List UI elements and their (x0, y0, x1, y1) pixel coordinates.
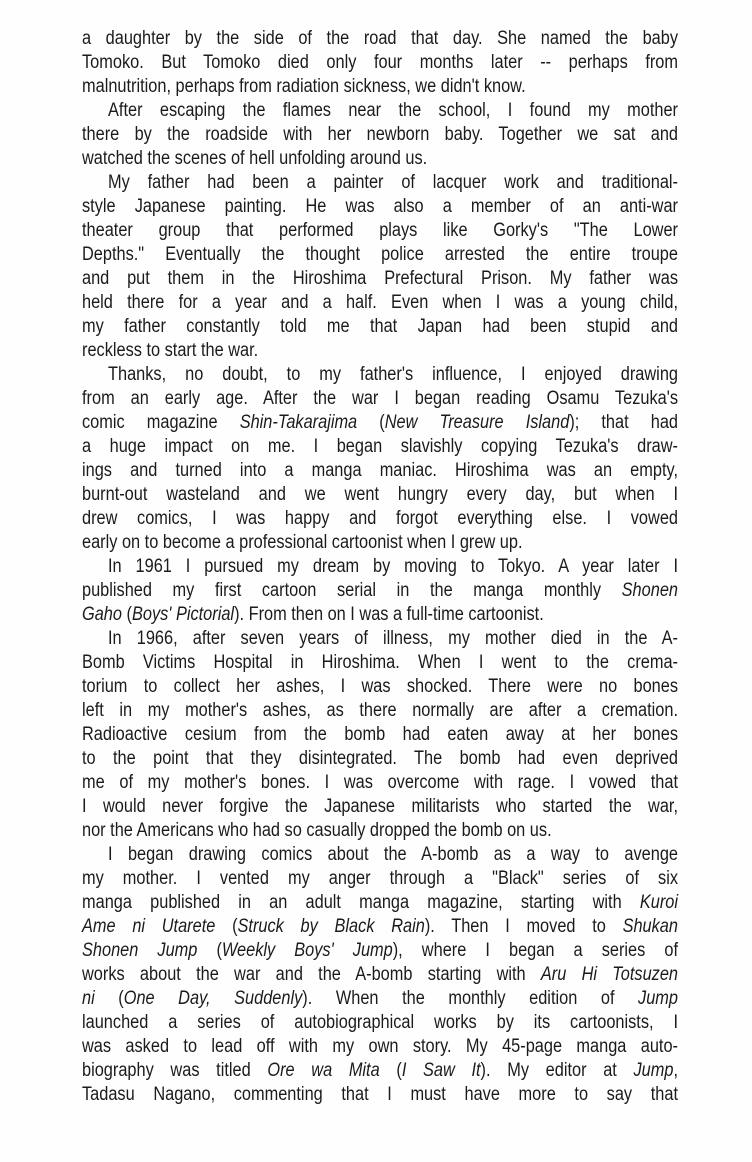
italic-title: Ame ni Utarete (82, 916, 216, 937)
text-run: Thanks, no doubt, to my father's influence, I enjoyed drawing (108, 364, 678, 385)
text-run: ); that had (569, 412, 678, 433)
text-line (82, 675, 678, 699)
text-run: I would never forgive the Japanese militarists who started the war, (82, 796, 678, 817)
text-line (82, 723, 678, 747)
text-run: Depths." Eventually the thought police arrested the entire troupe (82, 244, 678, 265)
text-line (82, 579, 678, 603)
text-line (82, 891, 678, 915)
text-run: ( (197, 940, 222, 961)
text-line (108, 171, 678, 195)
text-line (82, 819, 552, 843)
italic-title: Kuroi (639, 892, 679, 913)
text-line (82, 195, 678, 219)
text-run: left in my mother's ashes, as there normally are after a cremation. (82, 700, 679, 721)
text-line (82, 867, 678, 891)
italic-title: ni (82, 988, 95, 1009)
text-line (82, 1083, 678, 1107)
text-line (82, 483, 678, 507)
italic-title: Struck by Black Rain (237, 916, 425, 937)
text-line (82, 267, 678, 291)
text-run: launched a series of autobiographical works by its cartoonists, I (82, 1012, 679, 1033)
italic-title: Ore wa Mita (267, 1060, 380, 1081)
text-line (82, 123, 678, 147)
text-run: In 1966, after seven years of illness, my mother died in the A- (108, 628, 679, 649)
italic-title: Shonen (621, 580, 679, 601)
text-run: works about the war and the A-bomb starting with (82, 964, 541, 985)
italic-title: Weekly Boys' Jump (221, 940, 393, 961)
text-run: held there for a year and a half. Even when I was a young child, (82, 292, 679, 313)
text-run: ings and turned into a manga maniac. Hiroshima was an empty, (82, 460, 679, 481)
text-run: , (673, 1060, 679, 1081)
text-run: Tadasu Nagano, commenting that I must have more to say that (82, 1084, 678, 1105)
text-line (82, 963, 678, 987)
italic-title: Shin-Takarajima (239, 412, 358, 433)
text-line (108, 555, 678, 579)
text-line (82, 987, 678, 1011)
text-line (108, 627, 678, 651)
text-run: and put them in the Hiroshima Prefectural Prison. My father was (82, 268, 678, 289)
text-line (82, 291, 678, 315)
text-run: to the point that they disintegrated. The bomb had even deprived (82, 748, 679, 769)
text-run: Tomoko. But Tomoko died only four months later -- perhaps from (82, 52, 678, 73)
text-line (82, 387, 678, 411)
text-run: theater group that performed plays like Gorky's "The Lower (82, 220, 678, 241)
text-line (82, 243, 678, 267)
text-line (82, 531, 523, 555)
text-run: ( (94, 988, 124, 1009)
text-run: was asked to lead off with my own story. My 45-page manga auto- (82, 1036, 679, 1057)
text-run: After escaping the flames near the school, I found my mother (108, 100, 678, 121)
text-line (82, 939, 678, 963)
text-run: torium to collect her ashes, I was shocked. There were no bones (82, 676, 679, 697)
italic-title: Jump (633, 1060, 674, 1081)
text-run: ). When the monthly edition of (302, 988, 639, 1009)
text-run: reckless to start the war. (82, 340, 259, 361)
italic-title: One Day, Suddenly (123, 988, 303, 1009)
text-run: burnt-out wasteland and we went hungry every day, but when I (82, 484, 679, 505)
text-line (82, 1059, 678, 1083)
text-run: manga published in an adult manga magazine, starting with (82, 892, 640, 913)
text-run: ). Then I moved to (424, 916, 623, 937)
text-run: my mother. I vented my anger through a "Black" series of six (82, 868, 679, 889)
text-run: biography was titled (82, 1060, 268, 1081)
text-line (82, 219, 678, 243)
text-run: I began drawing comics about the A-bomb as a way to avenge (108, 844, 679, 865)
italic-title: Shukan (622, 916, 678, 937)
text-line (82, 699, 678, 723)
text-run: there by the roadside with her newborn baby. Together we sat and (82, 124, 679, 145)
text-line (82, 75, 526, 99)
text-run: a daughter by the side of the road that day. She named the baby (82, 28, 679, 49)
italic-title: New Treasure Island (384, 412, 570, 433)
text-line (82, 147, 427, 171)
text-run: My father had been a painter of lacquer work and traditional- (108, 172, 678, 193)
text-run: my father constantly told me that Japan had been stupid and (82, 316, 679, 337)
text-run: published my first cartoon serial in the manga monthly (82, 580, 622, 601)
text-run: ), where I began a series of (392, 940, 678, 961)
text-line (82, 1011, 678, 1035)
italic-title: Jump (638, 988, 679, 1009)
text-run: malnutrition, perhaps from radiation sickness, we didn't know. (82, 76, 526, 97)
text-run: ( (121, 604, 132, 625)
text-line (82, 1035, 678, 1059)
text-line (108, 363, 678, 387)
italic-title: I Saw It (401, 1060, 481, 1081)
text-line (82, 435, 678, 459)
text-run: from an early age. After the war I began reading Osamu Tezuka's (82, 388, 679, 409)
text-run: ). My editor at (480, 1060, 634, 1081)
text-line (82, 651, 678, 675)
text-run: In 1961 I pursued my dream by moving to Tokyo. A year later I (108, 556, 679, 577)
text-line (108, 843, 678, 867)
text-run: a huge impact on me. I began slavishly copying Tezuka's draw- (82, 436, 678, 457)
text-line (82, 459, 678, 483)
italic-title: Gaho (82, 604, 122, 625)
italic-title: Shonen Jump (82, 940, 198, 961)
text-line (82, 507, 678, 531)
italic-title: Aru Hi Totsuzen (540, 964, 679, 985)
text-run: comic magazine (82, 412, 240, 433)
text-run: Bomb Victims Hospital in Hiroshima. When I went to the crema- (82, 652, 679, 673)
text-line (82, 795, 678, 819)
text-line (82, 603, 544, 627)
text-line (108, 99, 678, 123)
text-run: Radioactive cesium from the bomb had eaten away at her bones (82, 724, 678, 745)
text-line (82, 771, 678, 795)
text-run: drew comics, I was happy and forgot everything else. I vowed (82, 508, 679, 529)
text-run: ( (357, 412, 385, 433)
text-run: ( (215, 916, 238, 937)
text-line (82, 315, 678, 339)
text-run: early on to become a professional cartoonist when I grew up. (82, 532, 523, 553)
text-line (82, 411, 678, 435)
text-run: ( (379, 1060, 402, 1081)
text-run: style Japanese painting. He was also a member of an anti-war (82, 196, 679, 217)
text-run: watched the scenes of hell unfolding around us. (82, 148, 428, 169)
text-line (82, 51, 678, 75)
text-run: ). From then on I was a full-time cartoonist. (234, 604, 544, 625)
text-line (82, 915, 678, 939)
text-line (82, 339, 258, 363)
text-line (82, 27, 678, 51)
text-line (82, 747, 678, 771)
text-run: nor the Americans who had so casually dropped the bomb on us. (82, 820, 552, 841)
text-run: me of my mother's bones. I was overcome with rage. I vowed that (82, 772, 679, 793)
italic-title: Boys' Pictorial (131, 604, 235, 625)
